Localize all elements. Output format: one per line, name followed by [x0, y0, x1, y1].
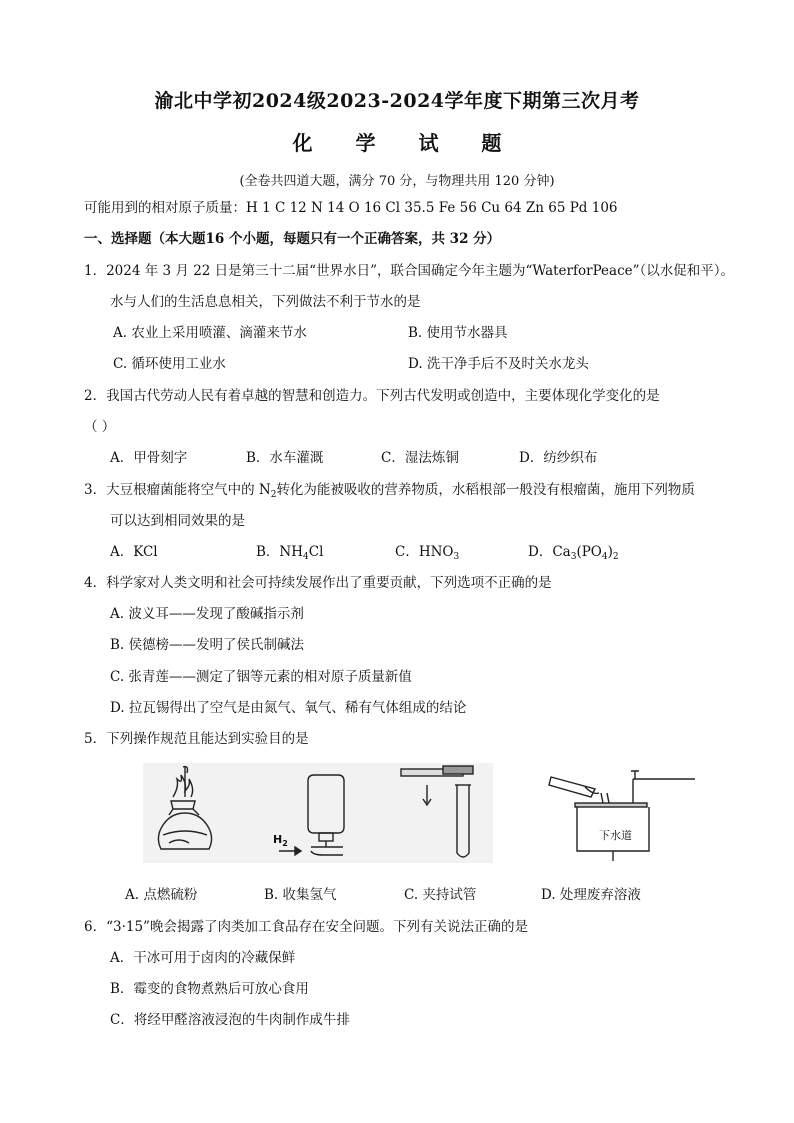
q1-option-a: A. 农业上采用喷灌、滴灌来节水	[113, 325, 307, 341]
q3-option-a: A．KCl	[110, 544, 158, 560]
q2-option-a: A．甲骨刻字	[110, 450, 188, 466]
q1-option-c: C. 循环使用工业水	[113, 356, 226, 372]
q4-option-d: D. 拉瓦锡得出了空气是由氮气、氧气、稀有气体组成的结论	[110, 700, 467, 716]
q5-option-b: B. 收集氢气	[264, 887, 337, 903]
q6-option-b: B．霉变的食物煮熟后可放心食用	[110, 981, 309, 997]
atomic-masses: 可能用到的相对原子质量：H 1 C 12 N 14 O 16 Cl 35.5 Fe 56 Cu 64 Zn 65 Pd 106	[84, 200, 618, 216]
q2-stem-line2: （ ）	[84, 419, 116, 435]
gas-bottle-icon	[279, 775, 344, 855]
q3-option-b: B．$NH_4Cl$	[256, 544, 324, 562]
q6-option-c: C．将经甲醛溶液浸泡的牛肉制作成牛排	[110, 1012, 350, 1028]
section-heading: 一、选择题（本大题16 个小题，每题只有一个正确答案，共 32 分）	[84, 231, 501, 247]
sink-icon	[549, 771, 695, 861]
q3-stem-line1: 3．大豆根瘤菌能将空气中的 $N_2$转化为能被吸收的营养物质，水稻根部一般没有根瘤菌，施用下列物质	[84, 482, 695, 500]
q1-option-b: B. 使用节水器具	[408, 325, 508, 341]
exam-note: (全卷共四道大题，满分 70 分，与物理共用 120 分钟)	[239, 174, 555, 189]
lab-apparatus-illustration	[143, 763, 493, 863]
alcohol-lamp-icon	[158, 767, 211, 849]
q4-stem-line1: 4．科学家对人类文明和社会可持续发展作出了重要贡献，下列选项不正确的是	[84, 575, 552, 591]
waste-disposal-illustration	[545, 763, 695, 863]
q5-option-c: C. 夹持试管	[404, 887, 477, 903]
drain-label: 下水道	[599, 829, 632, 842]
exam-title: 渝北中学初2024级2023-2024学年度下期第三次月考	[154, 90, 640, 112]
q4-option-c: C. 张青莲——测定了铟等元素的相对原子质量新值	[110, 669, 412, 685]
q3-option-d: D．$Ca_3(PO_4)_2$	[528, 544, 619, 562]
q6-option-a: A．干冰可用于卤肉的冷藏保鲜	[110, 950, 296, 966]
experiment-figure-abc	[143, 763, 493, 863]
q5-option-a: A. 点燃硫粉	[125, 887, 198, 903]
q3-option-c: C．$HNO_3$	[395, 544, 460, 562]
q5-stem-line1: 5．下列操作规范且能达到实验目的是	[84, 731, 309, 747]
experiment-figure-d	[545, 763, 695, 863]
q2-stem-line1: 2．我国古代劳动人民有着卓越的智慧和创造力。下列古代发明或创造中，主要体现化学变化的是	[84, 388, 660, 404]
q6-stem-line1: 6．“3·15”晚会揭露了肉类加工食品存在安全问题。下列有关说法正确的是	[84, 919, 528, 935]
q1-option-d: D. 洗干净手后不及时关水龙头	[408, 356, 589, 372]
q3-stem-line2: 可以达到相同效果的是	[110, 513, 245, 529]
exam-subtitle: 化 学 试 题	[292, 131, 520, 155]
q2-option-c: C．湿法炼铜	[381, 450, 459, 466]
q4-option-a: A. 波义耳——发现了酸碱指示剂	[110, 606, 304, 622]
q2-option-d: D．纺纱织布	[519, 450, 598, 466]
q5-option-d: D. 处理废弃溶液	[541, 887, 641, 903]
q4-option-b: B. 侯德榜——发明了侯氏制碱法	[110, 637, 305, 653]
h2-label: $H_2$	[273, 833, 288, 848]
q2-option-b: B．水车灌溉	[246, 450, 324, 466]
test-tube-holder-icon	[401, 766, 473, 857]
q1-stem-line1: 1．2024 年 3 月 22 日是第三十二届“世界水日”，联合国确定今年主题为“WaterforPeace”（以水促和平）。	[84, 263, 735, 279]
q1-stem-line2: 水与人们的生活息息相关，下列做法不利于节水的是	[110, 294, 421, 310]
